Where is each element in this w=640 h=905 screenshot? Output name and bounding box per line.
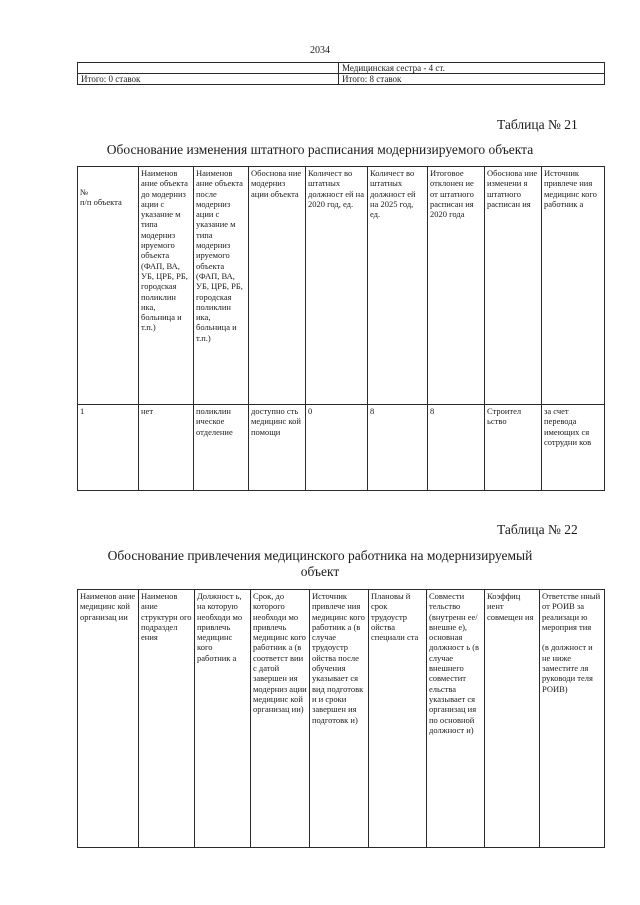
table-21-label: Таблица № 21 (497, 117, 578, 132)
table-row (78, 63, 605, 74)
table-cell: доступно сть медицинс кой помощи (249, 405, 306, 491)
column-header: № п/п объекта (78, 167, 139, 405)
table-cell: Итого: 0 ставок (78, 74, 339, 85)
table-cell: за счет перевода имеющих ся сотрудни ков (542, 405, 605, 491)
column-header: Количест во штатных должност ей на 2020 год, ед. (306, 167, 368, 405)
table-cell: Итого: 8 ставок (339, 74, 605, 85)
table-row (78, 74, 605, 85)
table-21-title: Обоснование изменения штатного расписания модернизируемого объекта (106, 142, 534, 157)
column-header: Итоговое отклонен ие от штатного расписан ия 2020 года (428, 167, 485, 405)
column-header: Источник привлече ния медицинс кого работник а (542, 167, 605, 405)
table-cell: нет (139, 405, 194, 491)
table-22-title-line1: Обоснование привлечения медицинского работника на модернизируемый (107, 548, 533, 563)
table-cell (78, 63, 339, 74)
column-header: Обоснова ние изменени я штатного расписан ия (485, 167, 542, 405)
table-cell: 8 (368, 405, 428, 491)
column-header: Обоснова ние модерниз ации объекта (249, 167, 306, 405)
column-header: Коэффиц иент совмещен ия (485, 590, 540, 848)
column-header: Источник привлече ния медицинс кого работник а (в случае трудоустр ойства после обучения указывает ся вид подготовк и и сроки завершен ия подготовк и) (310, 590, 369, 848)
column-header: Должност ь, на которую необходи мо привлечь медицинс кого работник а (195, 590, 251, 848)
page-number: 2034 (310, 45, 330, 56)
column-header: Ответстве нный от РОИВ за реализаци ю мероприя тия (в должност и не ниже заместите ля руководи теля РОИВ) (540, 590, 605, 848)
table-cell: 8 (428, 405, 485, 491)
column-header: Срок, до которого необходи мо привлечь медицинс кого работник а (в соответст вии с датой завершен ия модерниз ации медицинс кой организац ии) (251, 590, 310, 848)
worker-recruitment-justification-table (77, 589, 605, 848)
column-header: Наименов ание объекта до модерниз ации с указание м типа модерниз ируемого объекта (ФАП, ВА, УБ, ЦРБ, РБ, городская поликлин ика, больница и т.п.) (139, 167, 194, 405)
column-header: Количест во штатных должност ей на 2025 год, ед. (368, 167, 428, 405)
table-cell: Медицинская сестра - 4 ст. (339, 63, 605, 74)
column-header: Совмести тельство (внутренн ее/внешне е), основная должност ь (в случае внешнего совместит ельства указывает ся организац ия по основной должност и) (427, 590, 485, 848)
table-22-label: Таблица № 22 (497, 522, 578, 537)
column-header: Наименов ание медицинс кой организац ии (78, 590, 139, 848)
table-row (78, 405, 605, 491)
staffing-summary-table (77, 62, 605, 85)
table-header-row (78, 167, 605, 405)
table-header-row (78, 590, 605, 848)
column-header: Плановы й срок трудоустр ойства специали ста (369, 590, 427, 848)
column-header: Наименов ание объекта после модерниз ации с указание м типа модерниз ируемого объекта (ФАП, ВА, УБ, ЦРБ, РБ, городская поликлин ика, больница и т.п.) (194, 167, 249, 405)
column-header: Наименов ание структурн ого подраздел ения (139, 590, 195, 848)
table-cell: Строител ьство (485, 405, 542, 491)
staffing-change-justification-table (77, 166, 605, 491)
table-cell: 1 (78, 405, 139, 491)
table-cell: 0 (306, 405, 368, 491)
table-22-title-line2: объект (300, 564, 340, 579)
table-cell: поликлин ическое отделение (194, 405, 249, 491)
